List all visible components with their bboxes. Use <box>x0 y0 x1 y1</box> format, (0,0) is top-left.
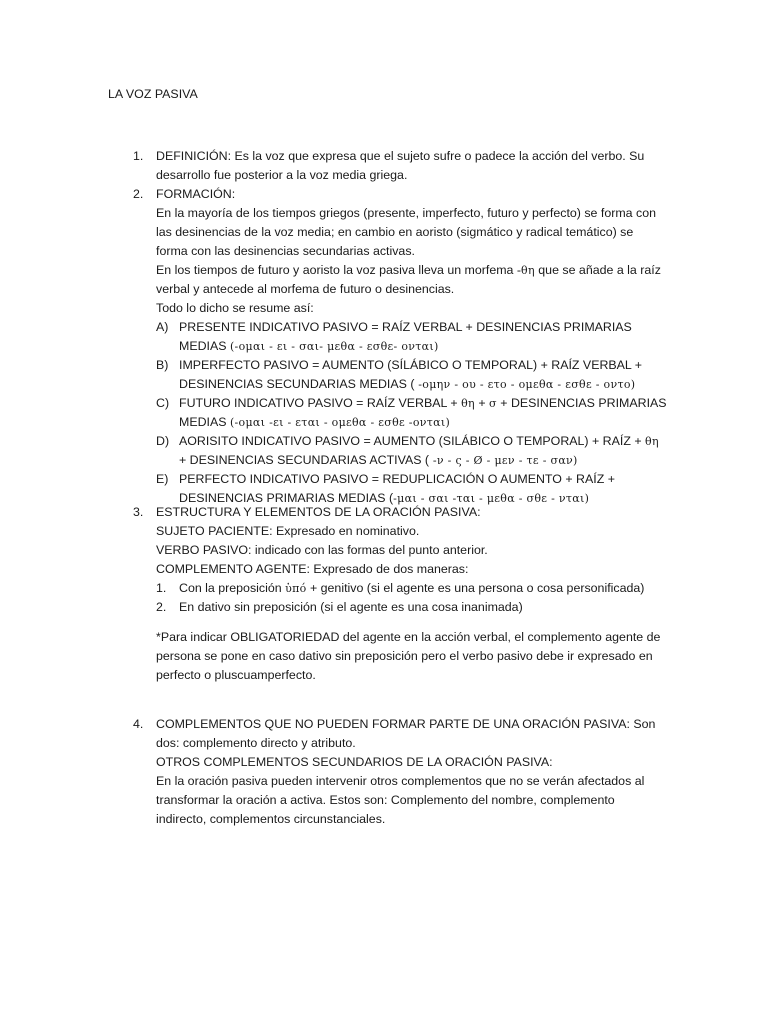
section-heading: OTROS COMPLEMENTOS SECUNDARIOS DE LA ORACIÓN PASIVA: <box>156 755 553 769</box>
sub-label: B) <box>156 358 169 372</box>
sub-label: C) <box>156 396 170 410</box>
item-number: 1. <box>133 149 144 163</box>
sub-item <box>0 432 669 470</box>
sub-item <box>0 356 669 394</box>
document-title: LA VOZ PASIVA <box>108 87 198 101</box>
paragraph: VERBO PASIVO: indicado con las formas del punto anterior. <box>156 543 488 557</box>
section-heading: ESTRUCTURA Y ELEMENTOS DE LA ORACIÓN PASIVA: <box>156 505 481 519</box>
paragraph: SUJETO PACIENTE: Expresado en nominativo. <box>156 524 420 538</box>
definition-text: DEFINICIÓN: Es la voz que expresa que el sujeto sufre o padece la acción del verbo. Su desarrollo fue posterior a la voz media griega. <box>156 149 645 182</box>
sub-text: IMPERFECTO PASIVO = AUMENTO (SÍLÁBICO O TEMPORAL) + RAÍZ VERBAL + DESINENCIAS SECUNDARIAS MEDIAS ( <box>179 358 643 391</box>
section-heading: FORMACIÓN: <box>156 187 236 201</box>
greek-endings: (-ομαι - ει - σαι- μεθα - εσθε- ονται) <box>229 340 439 353</box>
paragraph: Todo lo dicho se resume así: <box>156 301 314 315</box>
sub-label: D) <box>156 434 170 448</box>
sub-number: 2. <box>156 600 167 614</box>
greek-morpheme: θη <box>521 264 535 277</box>
sub-item <box>0 598 669 617</box>
section-complementos <box>0 715 768 829</box>
paragraph <box>0 261 666 299</box>
greek-preposition: ὑπό <box>285 582 307 595</box>
item-number: 3. <box>133 505 144 519</box>
paragraph: COMPLEMENTO AGENTE: Expresado de dos maneras: <box>156 562 469 576</box>
sub-item <box>0 394 669 432</box>
sub-text: + DESINENCIAS PRIMARIAS MEDIAS <box>179 396 667 429</box>
sub-text: PRESENTE INDICATIVO PASIVO = RAÍZ VERBAL + DESINENCIAS PRIMARIAS MEDIAS <box>179 320 632 353</box>
paragraph-text: que se añade a la raíz verbal y antecede al morfema de futuro o desinencias. <box>156 263 661 296</box>
greek-endings: -μαι - σαι -ται - μεθα - σθε - νται) <box>393 492 590 505</box>
greek-endings: -ν - ς - Ø - μεν - τε - σαν) <box>429 454 578 467</box>
greek-morpheme: θη <box>645 435 659 448</box>
section-formacion <box>0 185 768 508</box>
sub-label: E) <box>156 472 169 486</box>
paragraph: En la oración pasiva pueden intervenir otros complementos que no se verán afectados al transformar la oración a activa. Estos son: Complemento del nombre, complemento indirecto, complementos circunstanciales. <box>156 774 645 826</box>
list-item <box>0 715 676 753</box>
item-text: COMPLEMENTOS QUE NO PUEDEN FORMAR PARTE DE UNA ORACIÓN PASIVA: Son dos: complemento directo y atributo. <box>156 717 656 750</box>
list-item <box>0 147 676 185</box>
greek-endings: (-ομαι -ει - εται - ομεθα - εσθε -ονται) <box>229 416 451 429</box>
greek-morpheme: σ <box>489 397 497 410</box>
item-number: 2. <box>133 187 144 201</box>
sub-item <box>0 318 669 356</box>
list-item <box>0 185 676 204</box>
item-number: 4. <box>133 717 144 731</box>
greek-morpheme: θη <box>461 397 475 410</box>
sub-text: En dativo sin preposición (si el agente es una cosa inanimada) <box>179 600 523 614</box>
sub-text: + <box>474 396 490 410</box>
sub-text: + DESINENCIAS SECUNDARIAS ACTIVAS ( <box>179 453 430 467</box>
section-estructura <box>0 503 768 685</box>
paragraph-text: En los tiempos de futuro y aoristo la voz pasiva lleva un morfema - <box>156 263 522 277</box>
sub-text: AORISITO INDICATIVO PASIVO = AUMENTO (SILÁBICO O TEMPORAL) + RAÍZ + <box>179 434 646 448</box>
sub-number: 1. <box>156 581 167 595</box>
note-paragraph: *Para indicar OBLIGATORIEDAD del agente en la acción verbal, el complemento agente de persona se pone en caso dativo sin preposición pero el verbo pasivo debe ir expresado en perfecto o pluscuamperfecto. <box>156 630 661 682</box>
section-definicion <box>0 147 768 185</box>
sub-text: FUTURO INDICATIVO PASIVO = RAÍZ VERBAL + <box>179 396 462 410</box>
sub-label: A) <box>156 320 169 334</box>
sub-text: + genitivo (si el agente es una persona o cosa personificada) <box>306 581 645 595</box>
paragraph: En la mayoría de los tiempos griegos (presente, imperfecto, futuro y perfecto) se forma con las desinencias de la voz media; en cambio en aoristo (sigmático y radical temático) se forma con las desinencias secundarias activas. <box>156 206 656 258</box>
sub-text: Con la preposición <box>179 581 286 595</box>
greek-endings: -ομην - ου - ετο - ομεθα - εσθε - οντο) <box>414 378 636 391</box>
sub-text: PERFECTO INDICATIVO PASIVO = REDUPLICACIÓN O AUMENTO + RAÍZ + DESINENCIAS PRIMARIAS MEDIAS ( <box>179 472 615 505</box>
list-item <box>0 503 676 522</box>
sub-item <box>0 579 669 598</box>
